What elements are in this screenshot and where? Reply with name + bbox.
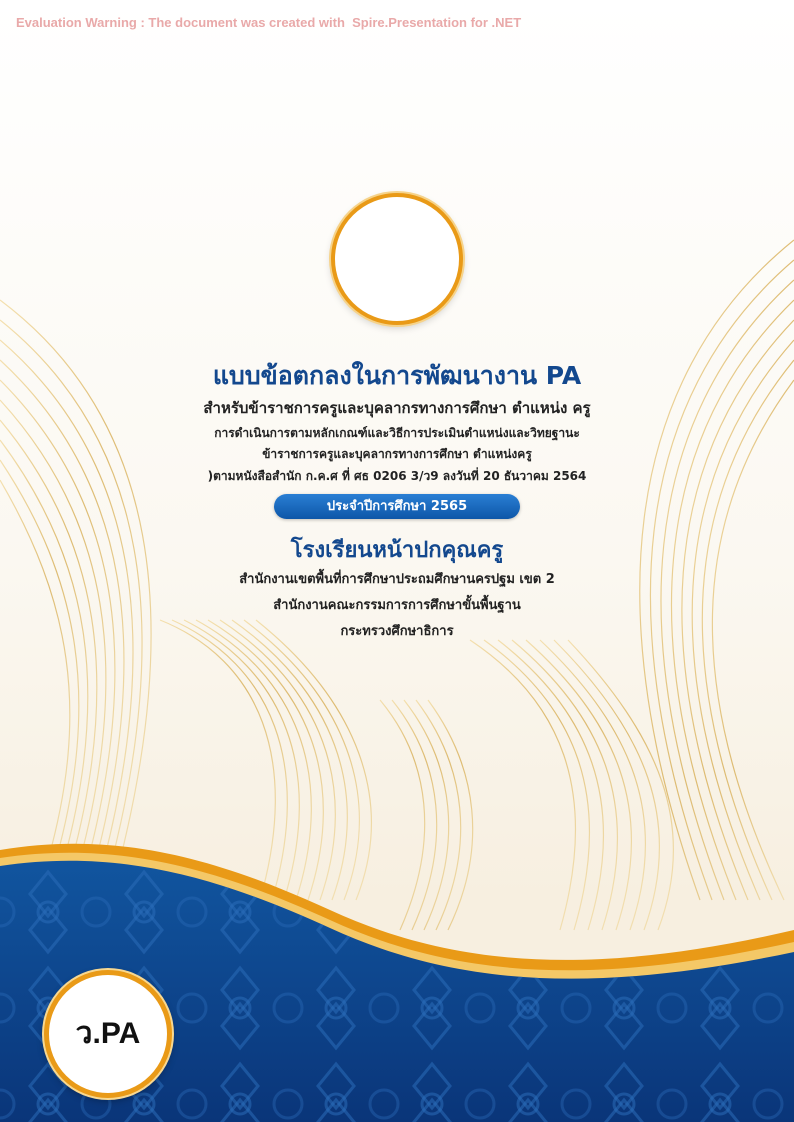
description-line-1: การดำเนินการตามหลักเกณฑ์และวิธีการประเมินตำแหน่งและวิทยฐานะ	[214, 426, 580, 440]
organization-line-2: สำนักงานคณะกรรมการการศึกษาขั้นพื้นฐาน	[273, 598, 521, 613]
document-subtitle: สำหรับข้าราชการครูและบุคลากรทางการศึกษา ตำแหน่ง ครู	[203, 399, 591, 417]
pa-badge: ว.PA	[44, 970, 172, 1098]
document-title: แบบข้อตกลงในการพัฒนางาน PA	[212, 361, 582, 390]
description-line-2: ข้าราชการครูและบุคลากรทางการศึกษา ตำแหน่งครู	[262, 447, 532, 461]
school-name: โรงเรียนหน้าปกคุณครู	[290, 538, 504, 563]
evaluation-watermark: Evaluation Warning : The document was created with Spire.Presentation for .NET	[16, 15, 522, 30]
description-line-3: )ตามหนังสือสำนัก ก.ค.ศ ที่ ศธ 0206 3/ว9 ลงวันที่ 20 ธันวาคม 2564	[207, 469, 587, 483]
organization-line-3: กระทรวงศึกษาธิการ	[340, 624, 454, 639]
academic-year-badge: ประจำปีการศึกษา 2565	[274, 494, 520, 519]
logo-placeholder-circle	[331, 193, 463, 325]
organization-line-1: สำนักงานเขตพื้นที่การศึกษาประถมศึกษานครปฐม เขต 2	[239, 572, 555, 587]
